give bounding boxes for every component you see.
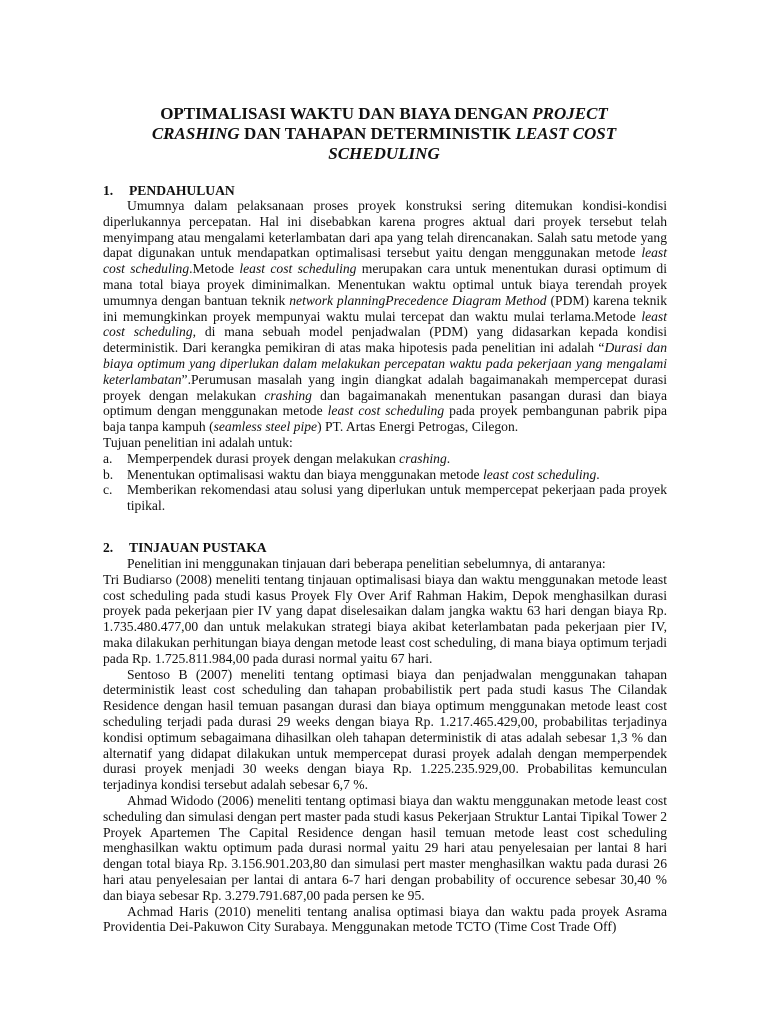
- purpose-list: [103, 451, 667, 514]
- pendahuluan-paragraph: Umumnya dalam pelaksanaan proses proyek konstruksi sering ditemukan kondisi-kondisi diperlukannya percepatan. Hal ini disebabkan karena progres aktual dari proyek tersebut telah menyimpang atau mengalami keterlambatan dari apa yang telah direncanakan. Salah satu metode yang dapat digunakan untuk mendapatkan optimalisasi tersebut yaitu dengan menggunakan metode least cost scheduling.Metode least cost scheduling merupakan cara untuk menentukan durasi optimum di mana total biaya proyek diminimalkan. Menentukan waktu optimal untuk biaya terendah proyek umumnya dengan bantuan teknik network planningPrecedence Diagram Method (PDM) karena teknik ini memungkinkan proyek mempunyai waktu mulai tercepat dan waktu mulai terlama.Metode least cost scheduling, di mana sebuah model penjadwalan (PDM) yang didasarkan kepada kondisi deterministik. Dari kerangka pemikiran di atas maka hipotesis pada penelitian ini adalah “Durasi dan biaya optimum yang diperlukan dalam melakukan percepatan waktu pada pekerjaan yang mengalami keterlambatan”.Perumusan masalah yang ingin diangkat adalah bagaimanakah mempercepat durasi proyek dengan melakukan crashing dan bagaimanakah menentukan pasangan durasi dan biaya optimum dengan menggunakan metode least cost scheduling pada proyek pembangunan pabrik pipa baja tanpa kampuh (seamless steel pipe) PT. Artas Energi Petrogas, Cilegon.: [103, 198, 668, 435]
- budiarso-paragraph: Tri Budiarso (2008) meneliti tentang tinjauan optimalisasi biaya dan waktu menggunakan metode least cost scheduling pada studi kasus Proyek Fly Over Arif Rahman Hakim, Depok menghasilkan durasi proyek pada pekerjaan pier IV yang dapat diselesaikan dalam jangka waktu 63 hari dengan biaya Rp. 1.735.480.477,00 dan untuk melakukan strategi biaya akibat keterlambatan pada pekerjaan pier IV, maka dilakukan perhitungan biaya dengan metode least cost scheduling, di mana biaya optimum terjadi pada Rp. 1.725.811.984,00 pada durasi normal yaitu 67 hari.: [103, 571, 667, 666]
- list-item: b. Menentukan optimalisasi waktu dan biaya menggunakan metode least cost scheduling.: [103, 466, 600, 482]
- title-line2-a: CRASHING: [151, 124, 240, 143]
- purpose-intro: Tujuan penelitian ini adalah untuk:: [103, 434, 293, 450]
- list-marker: b.: [103, 466, 114, 482]
- section-2-number: 2.: [103, 540, 114, 555]
- section-1-heading: [103, 183, 235, 199]
- list-marker: a.: [103, 450, 113, 466]
- section-1-number: 1.: [103, 183, 114, 198]
- title-line3: SCHEDULING: [328, 144, 440, 163]
- list-marker: c.: [103, 482, 113, 498]
- section-2-title: TINJAUAN PUSTAKA: [129, 540, 267, 555]
- title-line2-c: LEAST COST: [515, 124, 617, 143]
- title-line2-b: DAN TAHAPAN DETERMINISTIK: [239, 124, 516, 143]
- sentoso-paragraph: Sentoso B (2007) meneliti tentang optimasi biaya dan penjadwalan menggunakan tahapan deterministik least cost scheduling dan tahapan probabilistik pert pada studi kasus The Cilandak Residence dengan hasil temuan pasangan durasi dan biaya optimum menggunakan metode least cost scheduling terjadi pada durasi 29 weeks dengan biaya Rp. 1.217.465.429,00, probabilitas terjadinya kondisi optimum sebagaimana dihasilkan oleh tahapan deterministik di atas adalah sebesar 1,3 % dan alternatif yang didapat dilakukan untuk mempercepat durasi proyek adalah dengan memperpendek durasi proyek menjadi 30 weeks dengan biaya Rp. 1.225.235.929,00. Probabilitas kemunculan terjadinya kondisi tersebut adalah sebesar 6,7 %.: [103, 666, 667, 793]
- section-2-body: [103, 556, 667, 935]
- title-line1-b: PROJECT: [532, 104, 608, 123]
- list-item: a. Memperpendek durasi proyek dengan melakukan crashing.: [103, 450, 451, 466]
- widodo-paragraph: Ahmad Widodo (2006) meneliti tentang optimasi biaya dan waktu menggunakan metode least cost scheduling dan simulasi dengan pert master pada studi kasus Pekerjaan Struktur Lantai Tipikal Tower 2 Proyek Apartemen The Capital Residence dengan hasil temuan metode least cost scheduling menghasilkan waktu optimum pada durasi normal yaitu 29 hari atau penyelesaian per lantai 8 hari dengan total biaya Rp. 3.156.901.203,80 dan simulasi pert master menghasilkan waktu pada durasi 26 hari atau penyelesaian per lantai di antara 6-7 hari dengan probability of occurence sebesar 30,40 % dan biaya sebesar Rp. 3.279.791.687,00 pada persen ke 95.: [103, 792, 667, 903]
- list-item: c. Memberikan rekomendasi atau solusi yang diperlukan untuk mempercepat pekerjaan pada proyek tipikal.: [103, 482, 667, 514]
- paper-title: [100, 104, 668, 164]
- tinjauan-intro: Penelitian ini menggunakan tinjauan dari beberapa penelitian sebelumnya, di antaranya:: [127, 556, 606, 571]
- section-1-body: [103, 198, 667, 514]
- title-line1-a: OPTIMALISASI WAKTU DAN BIAYA DENGAN: [160, 104, 533, 123]
- haris-paragraph: Achmad Haris (2010) meneliti tentang analisa optimasi biaya dan waktu pada proyek Asrama Providentia Dei-Pakuwon City Surabaya. Menggunakan metode TCTO (Time Cost Trade Off): [103, 903, 667, 935]
- section-1-title: PENDAHULUAN: [129, 183, 235, 198]
- section-2-heading: [103, 540, 267, 556]
